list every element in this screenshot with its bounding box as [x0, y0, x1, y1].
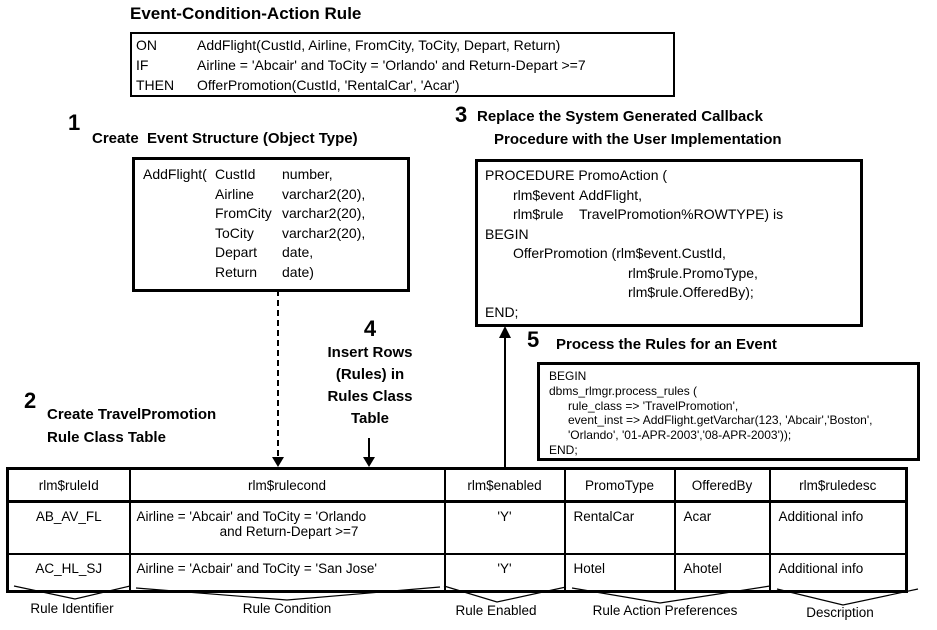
step3-title-line2: Procedure with the User Implementation	[494, 131, 782, 148]
code-line: rlm$rule.OfferedBy);	[628, 284, 754, 300]
arrowhead-down-icon	[363, 457, 375, 467]
code-line: rlm$event AddFlight,	[513, 186, 643, 203]
table-header-cell: OfferedBy	[675, 469, 770, 502]
process-rules-box	[537, 362, 920, 461]
table-cell-ruleid: AC_HL_SJ	[8, 554, 130, 592]
code-line: rlm$rule TravelPromotion%ROWTYPE) is	[513, 206, 784, 222]
table-cell-ruleid: AB_AV_FL	[8, 502, 130, 555]
code-line: BEGIN	[485, 225, 529, 242]
code-line: BEGIN	[549, 369, 587, 383]
eca-row-if	[132, 55, 673, 75]
step3-title-line1: Replace the System Generated Callback	[477, 108, 763, 125]
eca-rule-box	[130, 32, 675, 97]
event-field-row: Return date)	[215, 263, 314, 280]
eca-text: Airline = 'Abcair' and ToCity = 'Orlando' and Return-Depart >=7	[197, 57, 586, 73]
eca-row-on	[132, 35, 673, 55]
table-cell-ruledesc: Additional info	[770, 502, 907, 555]
code-line: 'Orlando', '01-APR-2003','08-APR-2003'));	[568, 428, 792, 443]
table-header-cell: rlm$ruledesc	[770, 469, 907, 502]
table-cell-offeredby: Acar	[675, 502, 770, 555]
step1-title: Create Event Structure (Object Type)	[92, 130, 358, 147]
step2-number: 2	[24, 388, 37, 413]
diagram-title: Event-Condition-Action Rule	[130, 4, 362, 23]
step4-label: 4 Insert Rows (Rules) in Rules Class Table	[303, 316, 437, 430]
event-field-row: FromCity varchar2(20),	[215, 205, 366, 221]
rule-class-table	[6, 467, 908, 593]
code-line: END;	[549, 442, 578, 457]
code-line: rule_class => 'TravelPromotion',	[568, 398, 739, 413]
table-header-cell: PromoType	[565, 469, 675, 502]
event-field-row: ToCity varchar2(20),	[215, 224, 366, 241]
code-line: rlm$rule.PromoType,	[628, 264, 758, 281]
code-line: event_inst => AddFlight.getVarchar(123, 'Abcair','Boston',	[568, 413, 873, 428]
table-cell-enabled: 'Y'	[445, 502, 565, 555]
arrowhead-up-icon	[499, 326, 511, 338]
footnote-rule-condition: Rule Condition	[242, 601, 332, 616]
code-line: OfferPromotion (rlm$event.CustId,	[513, 245, 726, 261]
event-field-row: AddFlight( CustId number,	[143, 165, 407, 185]
eca-keyword: IF	[136, 57, 149, 73]
eca-row-then	[132, 75, 673, 95]
table-header-cell: rlm$enabled	[445, 469, 565, 502]
step5-title: Process the Rules for an Event	[556, 336, 777, 353]
table-cell-enabled: 'Y'	[445, 554, 565, 592]
code-line: dbms_rlmgr.process_rules (	[549, 383, 698, 398]
table-cell-rulecond: Airline = 'Abcair' and ToCity = 'Orlando and Return-Depart >=7	[130, 502, 445, 555]
table-cell-offeredby: Ahotel	[675, 554, 770, 592]
event-field-row: Airline varchar2(20),	[215, 185, 366, 202]
eca-text: AddFlight(CustId, Airline, FromCity, ToCity, Depart, Return)	[197, 37, 561, 53]
code-line: END;	[485, 303, 519, 320]
step2-title-line2: Rule Class Table	[47, 429, 166, 446]
event-type-prefix: AddFlight(	[143, 166, 207, 182]
eca-keyword: THEN	[136, 77, 175, 93]
eca-keyword: ON	[136, 37, 157, 53]
eca-text: OfferPromotion(CustId, 'RentalCar', 'Acar')	[197, 77, 460, 93]
callback-procedure-box	[475, 159, 863, 327]
step4-number: 4	[363, 316, 377, 341]
table-cell-promotype: RentalCar	[565, 502, 675, 555]
footnote-rule-identifier: Rule Identifier	[30, 601, 114, 616]
step5-number: 5	[527, 327, 540, 352]
table-header-cell: rlm$ruleId	[8, 469, 130, 502]
table-cell-rulecond: Airline = 'Acbair' and ToCity = 'San Jose'	[130, 554, 445, 592]
table-header-cell: rlm$rulecond	[130, 469, 445, 502]
footnote-rule-action-preferences: Rule Action Preferences	[592, 603, 738, 618]
table-row	[8, 554, 907, 592]
code-line: PROCEDURE PromoAction (	[485, 167, 668, 183]
footnote-description: Description	[806, 605, 874, 620]
step1-number: 1	[68, 110, 81, 135]
table-header-row	[8, 469, 907, 502]
table-cell-promotype: Hotel	[565, 554, 675, 592]
event-field-row: Depart date,	[215, 244, 314, 260]
table-row	[8, 502, 907, 555]
step2-title-line1: Create TravelPromotion	[47, 406, 217, 423]
footnote-rule-enabled: Rule Enabled	[455, 603, 537, 618]
arrowhead-down-icon	[272, 457, 284, 467]
event-structure-box	[132, 157, 410, 292]
table-cell-ruledesc: Additional info	[770, 554, 907, 592]
step3-number: 3	[455, 102, 468, 127]
